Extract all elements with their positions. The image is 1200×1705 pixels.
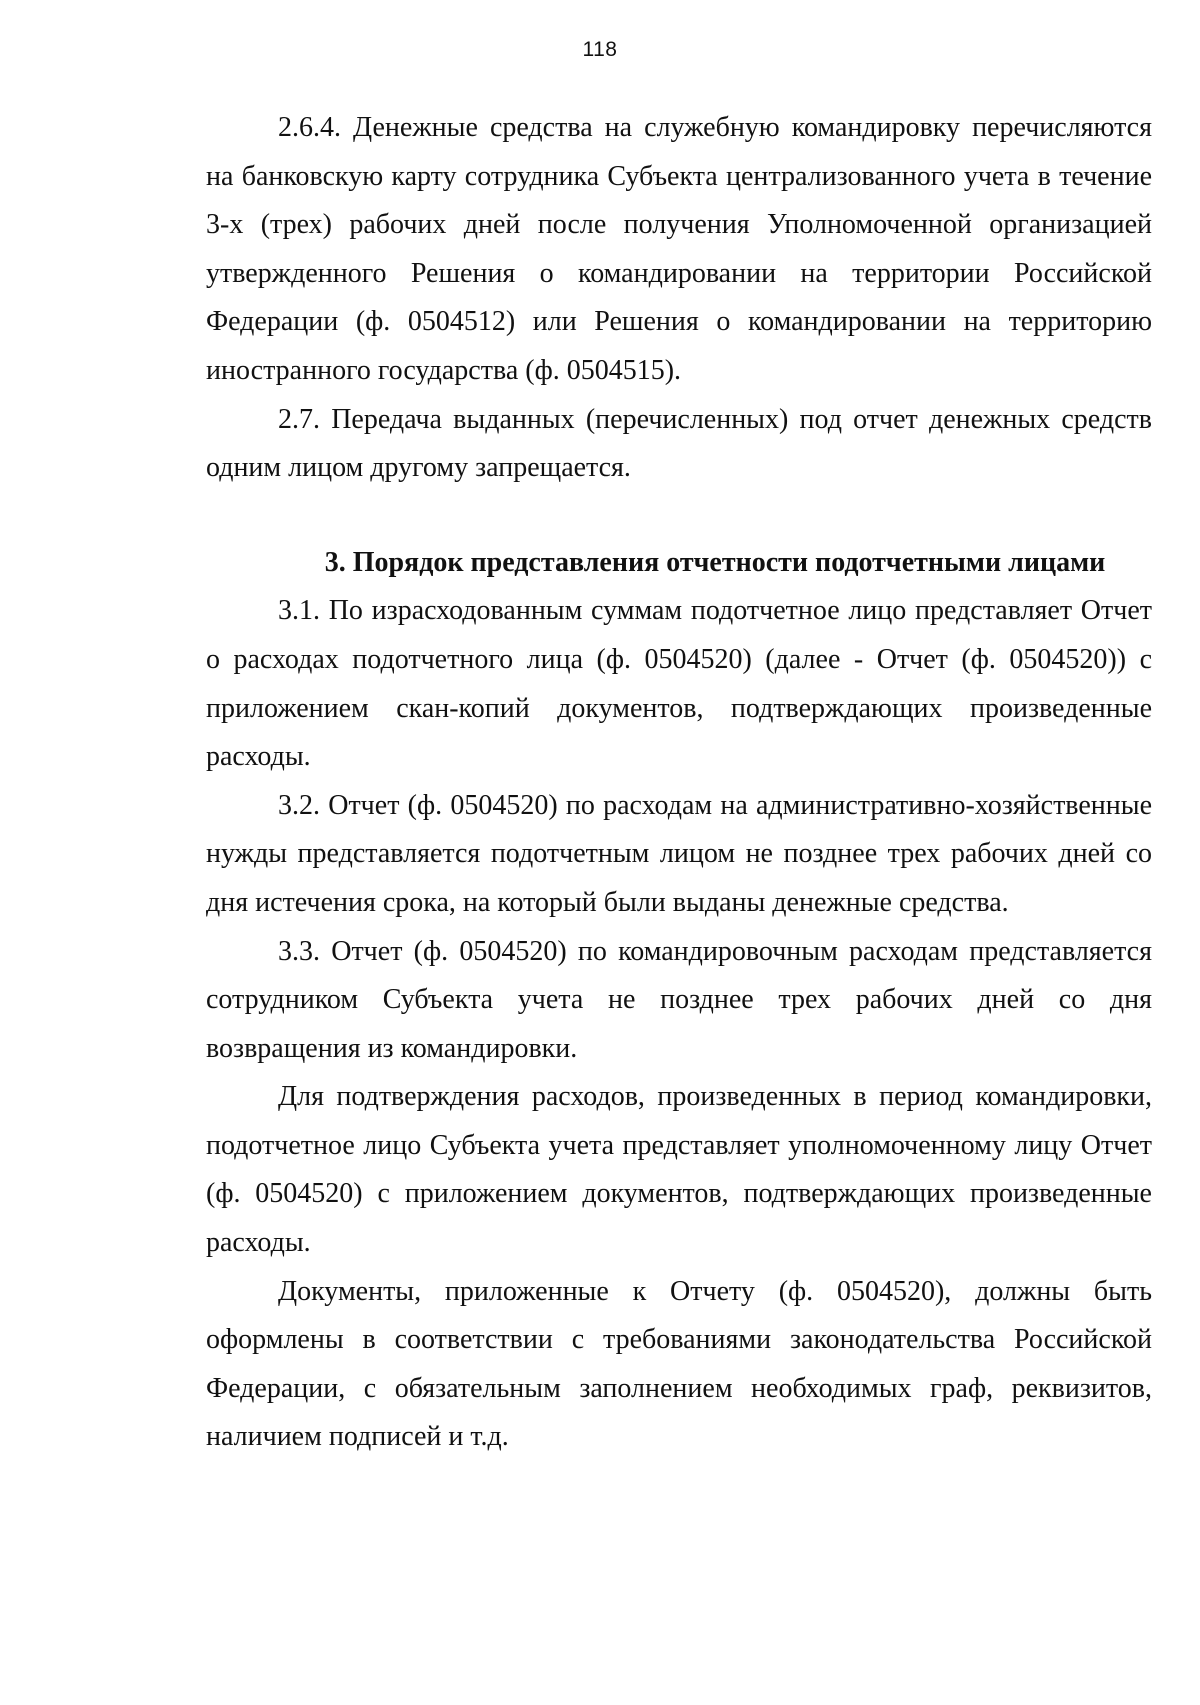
paragraph-3-3: 3.3. Отчет (ф. 0504520) по командировочным расходам представляется сотрудником Субъекта учета не позднее трех рабочих дней со дня возвращения из командировки. bbox=[206, 935, 1152, 1064]
paragraph-3-1: 3.1. По израсходованным суммам подотчетное лицо представляет Отчет о расходах подотчетного лица (ф. 0504520) (далее - Отчет (ф. 0504520)) с приложением скан-копий документов, подтверждающих произведенные расходы. bbox=[206, 595, 1152, 773]
section-heading: 3. Порядок представления отчетности подотчетными лицами bbox=[324, 546, 1106, 578]
paragraph-2-6-4: 2.6.4. Денежные средства на служебную командировку перечисляются на банковскую карту сотрудника Субъекта централизованного учета в течение 3-х (трех) рабочих дней после получения Уполномоченной организацией утвержденного Решения о командировании на территории Российской Федерации (ф. 0504512) или Решения о командировании на территорию иностранного государства (ф. 0504515). bbox=[206, 112, 1152, 386]
page-number: 118 bbox=[582, 38, 618, 61]
paragraph-3-2: 3.2. Отчет (ф. 0504520) по расходам на административно-хозяйственные нужды представляется подотчетным лицом не позднее трех рабочих дней со дня истечения срока, на который были выданы денежные средства. bbox=[206, 789, 1152, 918]
paragraph-confirmation: Для подтверждения расходов, произведенных в период командировки, подотчетное лицо Субъекта учета представляет уполномоченному лицу Отчет (ф. 0504520) с приложением документов, подтверждающих произведенные расходы. bbox=[206, 1081, 1152, 1259]
paragraph-documents: Документы, приложенные к Отчету (ф. 0504520), должны быть оформлены в соответствии с требованиями законодательства Российской Федерации, с обязательным заполнением необходимых граф, реквизитов, наличием подписей и т.д. bbox=[206, 1275, 1152, 1453]
paragraph-2-7: 2.7. Передача выданных (перечисленных) под отчет денежных средств одним лицом другому запрещается. bbox=[206, 403, 1152, 484]
document-body bbox=[206, 104, 1152, 1462]
